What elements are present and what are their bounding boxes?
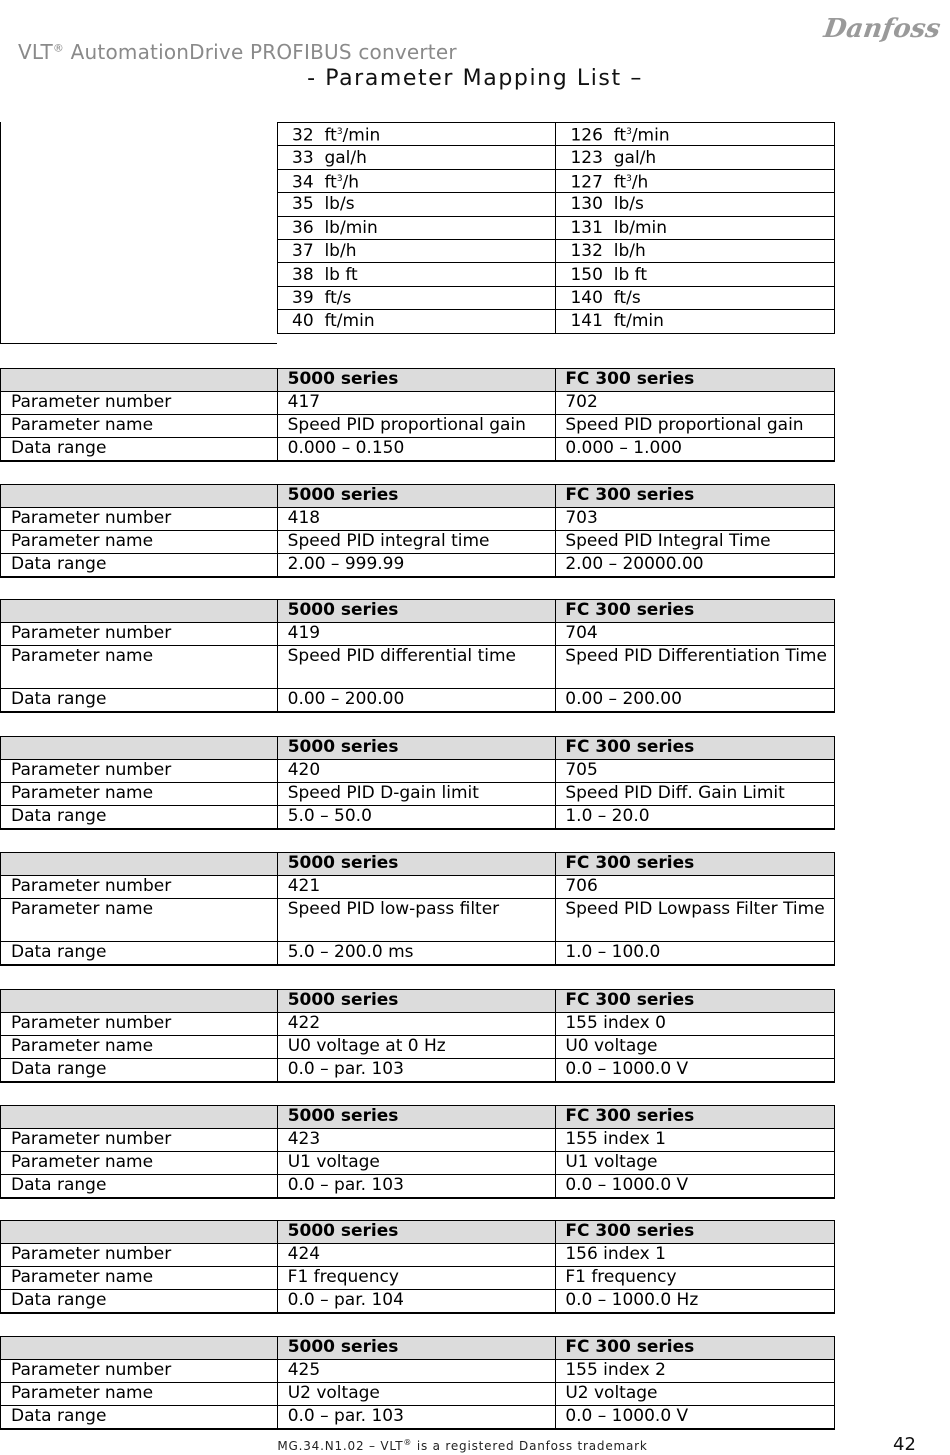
unit-fc300-cell <box>556 123 835 146</box>
value-fc300: 2.00 – 20000.00 <box>556 554 835 577</box>
unit-index: 32 <box>292 126 314 147</box>
data-range-row <box>1 1175 835 1198</box>
header-row <box>1 1221 835 1244</box>
parameter-name-row <box>1 646 835 689</box>
value-fc300: 0.0 – 1000.0 V <box>556 1175 835 1198</box>
value-5000: 5000 series <box>277 600 556 623</box>
unit-index: 39 <box>292 287 314 308</box>
row-label: Data range <box>1 1406 278 1429</box>
value-fc300: FC 300 series <box>556 853 835 876</box>
unit-suffix: /h <box>631 172 649 193</box>
value-5000: 5000 series <box>277 1221 556 1244</box>
parameter-table <box>0 989 835 1083</box>
unit-name: lb/s <box>324 194 355 215</box>
unit-index: 126 <box>570 126 603 147</box>
value-5000: 5000 series <box>277 1337 556 1360</box>
value-5000: 5000 series <box>277 853 556 876</box>
data-range-row <box>1 806 835 829</box>
unit-suffix: /min <box>342 126 381 147</box>
unit-index: 34 <box>292 172 314 193</box>
value-5000: 0.0 – par. 103 <box>277 1059 556 1082</box>
value-fc300: FC 300 series <box>556 990 835 1013</box>
value-fc300: 706 <box>556 876 835 899</box>
unit-exponent: 3 <box>336 174 343 185</box>
value-fc300: FC 300 series <box>556 1337 835 1360</box>
row-label: Parameter number <box>1 1244 278 1267</box>
unit-index: 33 <box>292 147 314 168</box>
value-5000: 2.00 – 999.99 <box>277 554 556 577</box>
unit-name: ft <box>613 126 627 147</box>
value-fc300: 705 <box>556 760 835 783</box>
units-row <box>278 146 835 169</box>
row-label: Parameter name <box>1 646 278 689</box>
unit-index: 123 <box>570 147 603 168</box>
unit-index: 130 <box>570 194 603 215</box>
value-5000: U1 voltage <box>277 1152 556 1175</box>
value-fc300: FC 300 series <box>556 600 835 623</box>
unit-index: 38 <box>292 264 314 285</box>
units-row <box>278 310 835 333</box>
unit-index: 36 <box>292 217 314 238</box>
row-label: Parameter number <box>1 1360 278 1383</box>
value-fc300: Speed PID proportional gain <box>556 415 835 438</box>
header-row <box>1 1337 835 1360</box>
unit-suffix: /h <box>342 172 360 193</box>
value-fc300: FC 300 series <box>556 737 835 760</box>
unit-name: lb ft <box>613 264 648 285</box>
header-row <box>1 369 835 392</box>
parameter-table <box>0 484 835 578</box>
header-row <box>1 1106 835 1129</box>
units-row <box>278 286 835 309</box>
parameter-name-row <box>1 1267 835 1290</box>
row-label <box>1 1337 278 1360</box>
row-label: Parameter number <box>1 508 278 531</box>
units-row <box>278 169 835 192</box>
unit-5000-cell <box>278 239 556 262</box>
unit-fc300-cell <box>556 193 835 216</box>
parameter-number-row <box>1 1013 835 1036</box>
value-5000: F1 frequency <box>277 1267 556 1290</box>
value-fc300: 0.0 – 1000.0 V <box>556 1406 835 1429</box>
value-fc300: FC 300 series <box>556 1221 835 1244</box>
row-label: Data range <box>1 438 278 461</box>
parameter-table <box>0 852 835 966</box>
value-fc300: 155 index 2 <box>556 1360 835 1383</box>
row-label <box>1 1221 278 1244</box>
value-fc300: 0.000 – 1.000 <box>556 438 835 461</box>
unit-exponent: 3 <box>336 127 343 138</box>
unit-5000-cell <box>278 216 556 239</box>
value-fc300: FC 300 series <box>556 485 835 508</box>
row-label: Data range <box>1 1175 278 1198</box>
value-fc300: 1.0 – 100.0 <box>556 942 835 965</box>
value-fc300: 703 <box>556 508 835 531</box>
value-fc300: U2 voltage <box>556 1383 835 1406</box>
parameter-table <box>0 1336 835 1430</box>
value-5000: 5000 series <box>277 990 556 1013</box>
row-label: Parameter number <box>1 1013 278 1036</box>
value-5000: U0 voltage at 0 Hz <box>277 1036 556 1059</box>
row-label: Parameter number <box>1 623 278 646</box>
unit-index: 132 <box>570 241 603 262</box>
units-row <box>278 239 835 262</box>
unit-name: ft <box>613 172 627 193</box>
parameter-number-row <box>1 1244 835 1267</box>
unit-5000-cell <box>278 310 556 333</box>
value-fc300: FC 300 series <box>556 369 835 392</box>
unit-fc300-cell <box>556 286 835 309</box>
unit-name: ft <box>324 172 337 193</box>
parameter-name-row <box>1 1383 835 1406</box>
units-row <box>278 216 835 239</box>
data-range-row <box>1 438 835 461</box>
row-label: Data range <box>1 1290 278 1313</box>
value-fc300: 0.00 – 200.00 <box>556 689 835 712</box>
value-fc300: Speed PID Differentiation Time <box>556 646 835 689</box>
value-5000: 0.0 – par. 103 <box>277 1406 556 1429</box>
value-5000: Speed PID D-gain limit <box>277 783 556 806</box>
parameter-number-row <box>1 876 835 899</box>
unit-fc300-cell <box>556 263 835 286</box>
title-rest: AutomationDrive PROFIBUS converter <box>64 40 457 64</box>
value-5000: 418 <box>277 508 556 531</box>
danfoss-logo: Danfoss <box>821 14 943 44</box>
unit-index: 140 <box>570 287 603 308</box>
parameter-name-row <box>1 1036 835 1059</box>
value-5000: 0.0 – par. 104 <box>277 1290 556 1313</box>
row-label <box>1 737 278 760</box>
parameter-name-row <box>1 415 835 438</box>
value-5000: Speed PID low-pass filter <box>277 899 556 942</box>
unit-index: 35 <box>292 194 314 215</box>
value-5000: 5000 series <box>277 737 556 760</box>
footer-text <box>0 1438 925 1453</box>
value-fc300: 1.0 – 20.0 <box>556 806 835 829</box>
value-fc300: FC 300 series <box>556 1106 835 1129</box>
value-fc300: Speed PID Lowpass Filter Time <box>556 899 835 942</box>
row-label: Data range <box>1 1059 278 1082</box>
header-row <box>1 737 835 760</box>
parameter-name-row <box>1 783 835 806</box>
value-fc300: U1 voltage <box>556 1152 835 1175</box>
unit-name: lb/h <box>613 241 646 262</box>
document-subtitle: - Parameter Mapping List – <box>307 66 643 91</box>
parameter-name-row <box>1 531 835 554</box>
unit-index: 131 <box>570 217 603 238</box>
unit-fc300-cell <box>556 310 835 333</box>
value-5000: 424 <box>277 1244 556 1267</box>
parameter-number-row <box>1 760 835 783</box>
row-label <box>1 1106 278 1129</box>
value-fc300: 704 <box>556 623 835 646</box>
units-table <box>0 122 835 344</box>
header-row <box>1 853 835 876</box>
unit-index: 127 <box>570 172 603 193</box>
value-fc300: 155 index 0 <box>556 1013 835 1036</box>
value-5000: 417 <box>277 392 556 415</box>
row-label: Parameter name <box>1 783 278 806</box>
row-label: Parameter number <box>1 760 278 783</box>
row-label: Parameter number <box>1 876 278 899</box>
value-5000: 423 <box>277 1129 556 1152</box>
row-label <box>1 485 278 508</box>
unit-name: lb/min <box>324 217 378 238</box>
parameter-number-row <box>1 508 835 531</box>
row-label: Parameter name <box>1 1383 278 1406</box>
value-5000: Speed PID proportional gain <box>277 415 556 438</box>
unit-exponent: 3 <box>626 127 632 138</box>
row-label: Data range <box>1 806 278 829</box>
units-grid <box>277 122 835 334</box>
value-5000: 5.0 – 200.0 ms <box>277 942 556 965</box>
units-row <box>278 193 835 216</box>
page-number: 42 <box>893 1434 916 1455</box>
value-fc300: 156 index 1 <box>556 1244 835 1267</box>
value-5000: 5000 series <box>277 369 556 392</box>
value-fc300: 0.0 – 1000.0 V <box>556 1059 835 1082</box>
row-label: Parameter number <box>1 1129 278 1152</box>
value-5000: 425 <box>277 1360 556 1383</box>
registered-mark: ® <box>52 41 65 55</box>
units-row <box>278 263 835 286</box>
unit-5000-cell <box>278 263 556 286</box>
value-5000: 0.00 – 200.00 <box>277 689 556 712</box>
data-range-row <box>1 1290 835 1313</box>
unit-index: 40 <box>292 311 314 332</box>
value-5000: 421 <box>277 876 556 899</box>
row-label: Parameter name <box>1 1036 278 1059</box>
header-row <box>1 600 835 623</box>
units-row <box>278 123 835 146</box>
row-label: Parameter name <box>1 1152 278 1175</box>
row-label: Parameter name <box>1 531 278 554</box>
row-label: Data range <box>1 942 278 965</box>
unit-index: 37 <box>292 241 314 262</box>
value-fc300: Speed PID Integral Time <box>556 531 835 554</box>
unit-name: ft/s <box>324 287 352 308</box>
unit-name: ft/s <box>613 287 641 308</box>
row-label: Parameter name <box>1 1267 278 1290</box>
value-5000: 0.0 – par. 103 <box>277 1175 556 1198</box>
unit-fc300-cell <box>556 239 835 262</box>
row-label <box>1 990 278 1013</box>
parameter-number-row <box>1 1129 835 1152</box>
parameter-table <box>0 368 835 462</box>
parameter-number-row <box>1 623 835 646</box>
value-5000: 5000 series <box>277 485 556 508</box>
value-5000: 420 <box>277 760 556 783</box>
unit-name: gal/h <box>324 147 367 168</box>
unit-5000-cell <box>278 169 556 192</box>
unit-fc300-cell <box>556 169 835 192</box>
value-5000: 5.0 – 50.0 <box>277 806 556 829</box>
value-5000: Speed PID differential time <box>277 646 556 689</box>
units-left-cell <box>0 122 277 344</box>
data-range-row <box>1 689 835 712</box>
data-range-row <box>1 942 835 965</box>
row-label <box>1 600 278 623</box>
unit-name: lb/h <box>324 241 357 262</box>
parameter-table <box>0 736 835 830</box>
value-fc300: 702 <box>556 392 835 415</box>
row-label: Data range <box>1 554 278 577</box>
row-label <box>1 853 278 876</box>
value-5000: 419 <box>277 623 556 646</box>
value-5000: 422 <box>277 1013 556 1036</box>
title-prefix: VLT <box>18 40 53 64</box>
unit-fc300-cell <box>556 216 835 239</box>
value-5000: 5000 series <box>277 1106 556 1129</box>
value-fc300: 155 index 1 <box>556 1129 835 1152</box>
footer-registered-mark: ® <box>403 1438 413 1447</box>
value-5000: 0.000 – 0.150 <box>277 438 556 461</box>
row-label: Parameter name <box>1 415 278 438</box>
value-fc300: U0 voltage <box>556 1036 835 1059</box>
footer-prefix: MG.34.N1.02 – VLT <box>277 1439 404 1453</box>
unit-index: 150 <box>570 264 603 285</box>
value-fc300: Speed PID Diff. Gain Limit <box>556 783 835 806</box>
parameter-name-row <box>1 1152 835 1175</box>
parameter-number-row <box>1 392 835 415</box>
parameter-table <box>0 1220 835 1314</box>
unit-fc300-cell <box>556 146 835 169</box>
row-label: Parameter name <box>1 899 278 942</box>
parameter-name-row <box>1 899 835 942</box>
unit-name: lb/s <box>613 194 644 215</box>
unit-name: ft/min <box>324 311 375 332</box>
unit-name: gal/h <box>613 147 657 168</box>
unit-name: ft/min <box>613 311 664 332</box>
row-label <box>1 369 278 392</box>
row-label: Parameter number <box>1 392 278 415</box>
unit-name: lb/min <box>613 217 668 238</box>
parameter-table <box>0 599 835 713</box>
value-5000: Speed PID integral time <box>277 531 556 554</box>
data-range-row <box>1 1059 835 1082</box>
data-range-row <box>1 554 835 577</box>
header-row <box>1 485 835 508</box>
unit-name: ft <box>324 126 337 147</box>
value-5000: U2 voltage <box>277 1383 556 1406</box>
footer-rest: is a registered Danfoss trademark <box>412 1439 648 1453</box>
unit-exponent: 3 <box>626 174 632 185</box>
value-fc300: F1 frequency <box>556 1267 835 1290</box>
unit-5000-cell <box>278 123 556 146</box>
unit-index: 141 <box>570 311 603 332</box>
data-range-row <box>1 1406 835 1429</box>
unit-suffix: /min <box>631 126 670 147</box>
unit-5000-cell <box>278 286 556 309</box>
unit-5000-cell <box>278 146 556 169</box>
document-title <box>18 40 457 64</box>
unit-name: lb ft <box>324 264 358 285</box>
value-fc300: 0.0 – 1000.0 Hz <box>556 1290 835 1313</box>
unit-5000-cell <box>278 193 556 216</box>
header-row <box>1 990 835 1013</box>
parameter-number-row <box>1 1360 835 1383</box>
row-label: Data range <box>1 689 278 712</box>
parameter-table <box>0 1105 835 1199</box>
